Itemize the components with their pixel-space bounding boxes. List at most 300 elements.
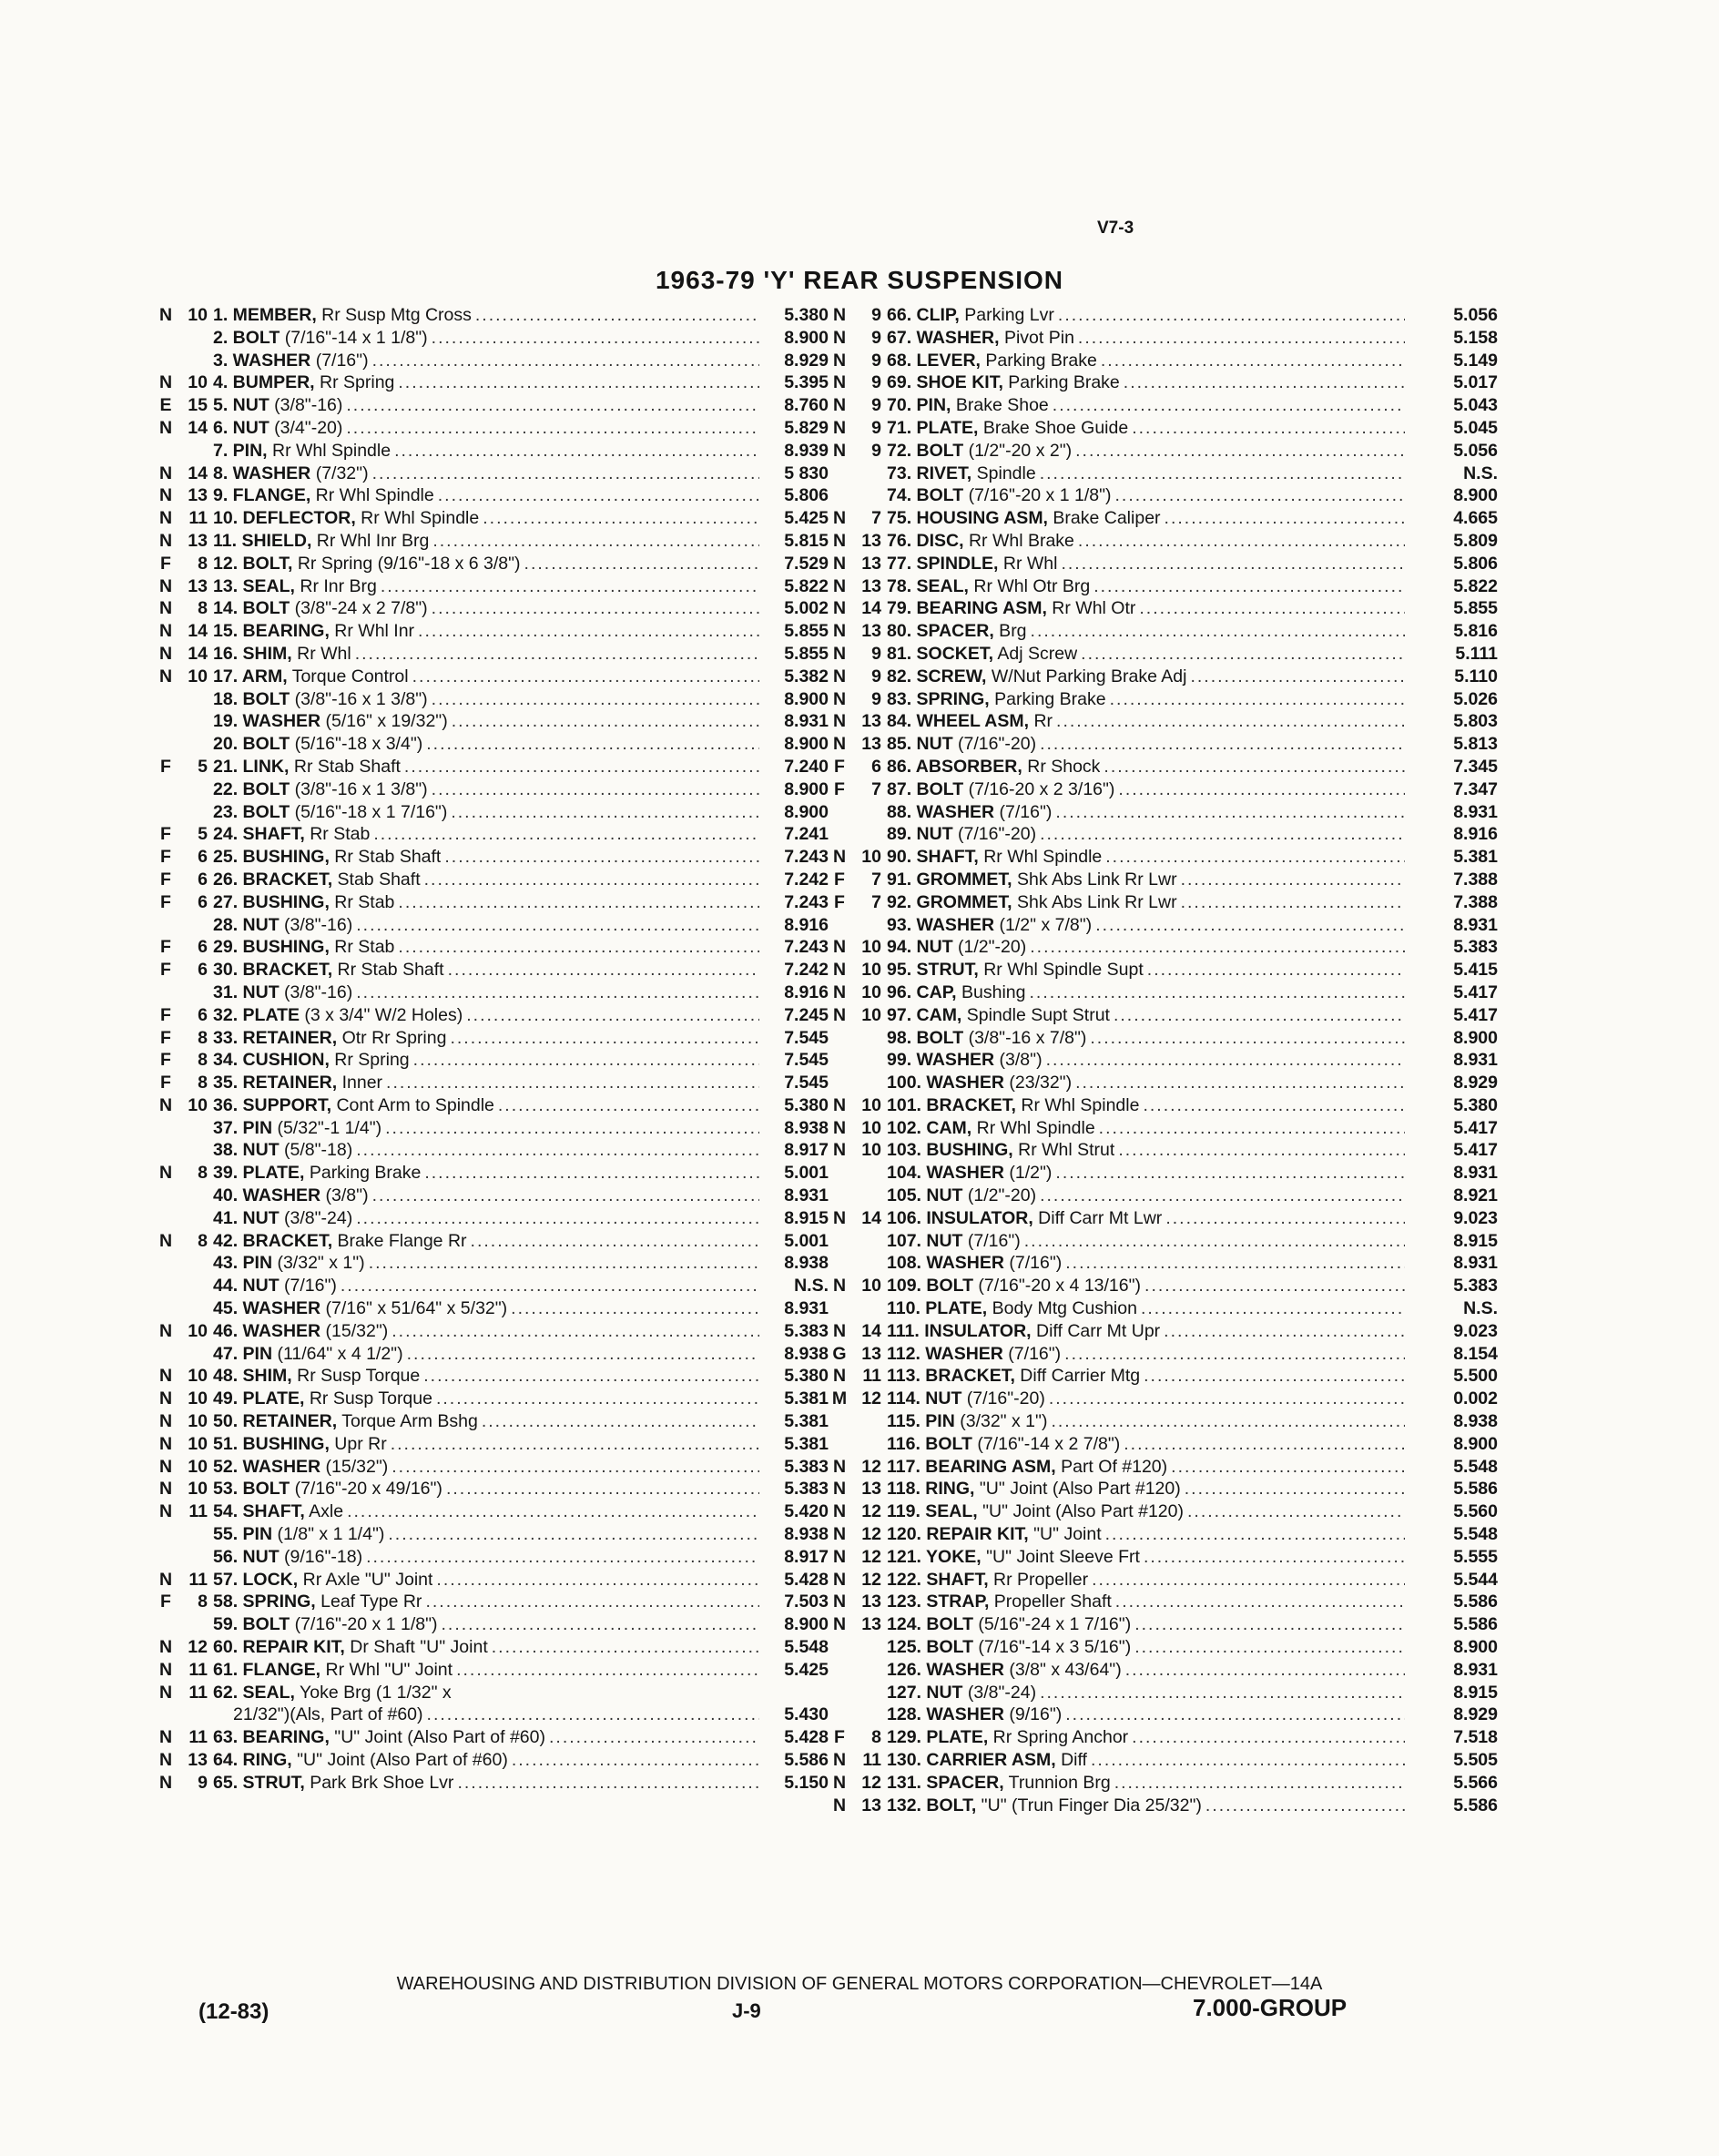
part-description [887,484,1405,507]
part-row [155,1343,829,1366]
source-code: N [832,350,847,371]
part-row [829,463,1498,485]
group-number: 13 [861,734,881,755]
part-description [213,1072,759,1094]
source-code: N [158,463,173,483]
part-row [155,1659,829,1682]
part-detail: "U" Joint (Also Part of #60) [329,1727,545,1748]
part-name: 118. RING, [887,1479,975,1500]
part-row [829,643,1498,666]
part-description [213,1591,759,1613]
leader-dots [1160,1320,1405,1343]
part-number: 8.915 [784,1207,829,1228]
part-detail-continued: 21/32")(Als, Part of #60) [233,1704,423,1725]
part-number: 5.822 [784,575,829,596]
group-number: 6 [198,891,208,912]
part-text [887,666,1186,688]
part-text [213,463,369,485]
group-number: 14 [861,1320,881,1341]
group-number: 6 [198,960,208,981]
source-code: N [832,530,847,551]
part-number: 5.829 [784,417,829,438]
part-name: 64. RING, [213,1750,292,1770]
part-text [213,1410,478,1433]
part-detail: Shk Abs Link Rr Lwr [1012,869,1177,890]
part-text [887,1049,1043,1072]
part-detail: Trunnion Brg [1003,1772,1111,1793]
part-row [155,891,829,914]
group-number: 14 [188,621,208,642]
part-name: 95. STRUT, [887,960,979,981]
part-row [829,484,1498,507]
part-detail: (7/16"-20 x 49/16") [290,1479,442,1500]
part-detail: Rr Whl Spindle [267,440,392,461]
part-name: 48. SHIM, [213,1366,292,1387]
part-text [887,1162,1052,1185]
part-detail: Rr Spring (9/16"-18 x 6 3/8") [292,553,521,574]
part-text [887,484,1112,507]
leader-dots [1110,1004,1405,1027]
part-detail: Rr [1029,711,1053,732]
part-description [887,1185,1405,1207]
part-row [829,1094,1498,1117]
group-number: 10 [188,666,208,686]
source-code: F [160,824,171,845]
part-number: 5.428 [784,1727,829,1748]
part-row [829,1456,1498,1479]
part-description [213,710,759,733]
part-detail: Spindle [971,463,1036,483]
leader-dots [1114,778,1405,801]
part-text [213,1456,388,1479]
part-description [887,688,1405,711]
part-name: 65. STRUT, [213,1772,305,1793]
part-detail: (3/8"-16) [279,981,353,1002]
part-name: 121. YOKE, [887,1546,982,1567]
leader-dots [479,507,759,530]
part-detail: Rr Spring Anchor [988,1727,1129,1748]
group-number: 13 [188,575,208,596]
group-number: 9 [871,350,881,371]
part-text [887,553,1057,575]
part-detail: (3 x 3/4" W/2 Holes) [300,1004,463,1025]
leader-dots [351,643,759,666]
part-number: 8.931 [1453,1253,1498,1274]
part-text [887,1613,1131,1636]
part-name: 94. NUT [887,937,953,958]
part-text [887,710,1053,733]
part-detail: Rr Shock [1022,756,1101,777]
leader-dots [403,1343,759,1366]
leader-dots [1072,440,1405,463]
leader-dots [1088,1569,1405,1592]
part-detail: Rr Whl Spindle Supt [978,960,1144,981]
part-row [155,1636,829,1659]
group-number: 10 [861,847,881,868]
part-text [213,1636,488,1659]
part-description [887,1433,1405,1456]
part-number: 8.900 [784,1614,829,1635]
part-name: 55. PIN [213,1524,273,1545]
source-code: N [832,981,847,1002]
leader-dots [365,1252,759,1275]
part-description [213,823,759,846]
part-name: 29. BUSHING, [213,937,330,958]
part-description [887,1388,1405,1410]
part-name: 43. PIN [213,1253,273,1274]
part-name: 92. GROMMET, [887,891,1012,912]
part-row [829,530,1498,553]
part-name: 83. SPRING, [887,688,990,709]
part-name: 131. SPACER, [887,1772,1004,1793]
part-text [213,801,447,824]
part-detail: Rr Whl Strut [1012,1140,1115,1161]
group-number: 13 [861,575,881,596]
part-number: 5.380 [1453,1094,1498,1115]
part-name: 51. BUSHING, [213,1433,330,1454]
part-row [155,371,829,394]
group-number: 14 [188,643,208,664]
part-name: 112. WASHER [887,1343,1003,1364]
part-row [155,1049,829,1072]
part-text [887,327,1074,350]
part-row [155,1388,829,1410]
part-row [829,620,1498,643]
part-detail: W/Nut Parking Brake Adj [986,666,1187,686]
part-number: 5.809 [1453,530,1498,551]
part-description [887,1117,1405,1140]
group-number: 10 [188,1388,208,1409]
part-text [887,620,1027,643]
part-row [829,1139,1498,1162]
part-number: 5.555 [1453,1546,1498,1567]
part-number: 8.900 [1453,1637,1498,1658]
part-name: 115. PIN [887,1411,955,1432]
part-text [887,688,1106,711]
part-number: 5.415 [1453,960,1498,981]
part-detail: (3/32" x 1") [272,1253,365,1274]
part-description [887,733,1405,756]
part-detail: Rr Whl Spindle [978,847,1103,868]
part-name: 44. NUT [213,1276,280,1297]
group-number: 11 [188,1727,208,1748]
part-row [829,1320,1498,1343]
part-name: 130. CARRIER ASM, [887,1750,1056,1770]
part-row [155,620,829,643]
group-number: 12 [861,1388,881,1409]
part-number: 8.916 [784,914,829,935]
part-description [213,597,759,620]
leader-dots [467,1230,759,1253]
leader-dots [1202,1795,1405,1817]
leader-dots [545,1726,759,1749]
part-row [155,530,829,553]
part-text [887,846,1102,869]
part-detail: (3/8"-16 x 1 3/8") [290,778,428,799]
leader-dots [446,1027,759,1050]
source-code: N [832,1004,847,1025]
part-description [213,440,759,463]
leader-dots [420,1365,759,1388]
group-number: 15 [188,395,208,416]
part-description [887,914,1405,937]
part-detail: (7/16"-14 x 1 1/8") [280,327,428,348]
leader-dots [401,756,759,778]
group-number: 9 [198,1772,208,1793]
part-name: 13. SEAL, [213,575,295,596]
leader-dots [441,846,759,869]
part-text [887,1795,1202,1817]
leader-dots [1062,1252,1405,1275]
part-text [213,1569,432,1592]
part-description [887,1207,1405,1230]
part-detail: Part Of #120) [1055,1456,1168,1477]
source-code: N [158,1750,173,1770]
source-code: F [834,891,845,912]
part-detail: (1/2"-20 x 2") [963,440,1073,461]
source-code: N [832,1366,847,1387]
part-name: 109. BOLT [887,1276,973,1297]
part-name: 96. CAP, [887,981,957,1002]
part-detail: Rr Stab Shaft [289,756,401,777]
part-name: 76. DISC, [887,530,964,551]
leader-dots [1074,530,1405,553]
part-name: 132. BOLT, [887,1795,977,1815]
group-number: 5 [198,824,208,845]
part-detail: (7/16") [1002,1343,1062,1364]
part-text [213,981,352,1004]
source-code: N [158,485,173,506]
part-row [829,575,1498,598]
leader-dots [1106,688,1405,711]
source-code: N [158,530,173,551]
parts-list-right [829,304,1498,1816]
source-code: N [832,1750,847,1770]
part-number: 5.417 [1453,1140,1498,1161]
part-number: 5.822 [1453,575,1498,596]
leader-dots [444,959,759,981]
part-name: 30. BRACKET, [213,960,333,981]
part-number: 8.938 [784,1117,829,1138]
leader-dots [1045,1388,1405,1410]
part-description [213,1749,759,1772]
source-code: N [832,553,847,574]
group-number: 8 [198,1027,208,1048]
part-number: 5.150 [784,1772,829,1793]
source-code: F [160,756,171,777]
part-name: 35. RETAINER, [213,1073,338,1093]
part-number: 5.383 [784,1456,829,1477]
leader-dots [1128,1726,1405,1749]
part-text [213,1343,403,1366]
part-text [213,1185,369,1207]
part-text [887,1569,1088,1592]
part-row [829,1343,1498,1366]
part-detail: (5/16"-24 x 1 7/16") [973,1614,1132,1635]
part-row [829,936,1498,959]
part-row [155,350,829,372]
part-description [213,1252,759,1275]
leader-dots [1052,1162,1405,1185]
source-code: N [158,1163,173,1184]
part-row [829,1613,1498,1636]
part-number: 5.056 [1453,440,1498,461]
leader-dots [394,936,759,959]
part-detail: Rr Stab [329,937,395,958]
source-code: N [832,1207,847,1228]
part-number: 8.900 [784,327,829,348]
part-row [155,1117,829,1140]
part-text [887,597,1135,620]
part-detail: (5/8"-18) [279,1140,353,1161]
group-number: 8 [198,1073,208,1093]
part-description [213,1162,759,1185]
leader-dots [1139,1094,1405,1117]
part-row [155,1456,829,1479]
part-detail: (9/16"-18) [279,1546,363,1567]
part-number: 5.548 [1453,1456,1498,1477]
part-name: 75. HOUSING ASM, [887,508,1048,529]
group-number: 10 [188,1411,208,1432]
part-name: 47. PIN [213,1343,273,1364]
part-text [213,1049,410,1072]
part-detail: Rr Susp Torque [291,1366,421,1387]
part-detail: Rr Whl Spindle [1015,1094,1140,1115]
part-detail: Rr Whl Inr [329,621,415,642]
part-description [887,1004,1405,1027]
part-number: 5.045 [1453,417,1498,438]
part-name: 23. BOLT [213,801,290,822]
part-row [829,1117,1498,1140]
part-text [887,1591,1112,1613]
leader-dots [1026,981,1406,1004]
group-number: 6 [871,756,881,777]
part-number: 5.813 [1453,734,1498,755]
part-text [887,1139,1114,1162]
part-text [887,756,1100,778]
part-text [887,1546,1140,1569]
part-text [887,1275,1141,1297]
part-name: 93. WASHER [887,914,995,935]
group-number: 9 [871,643,881,664]
source-code: N [158,1637,173,1658]
group-number: 14 [861,1207,881,1228]
part-detail: Rr Whl Spindle [310,485,434,506]
part-name: 86. ABSORBER, [887,756,1022,777]
part-row [829,869,1498,891]
part-name: 114. NUT [887,1388,962,1409]
part-detail: (23/32") [1003,1073,1073,1093]
part-name: 120. REPAIR KIT, [887,1524,1029,1545]
part-number: 5.428 [784,1569,829,1590]
leader-dots [1102,846,1405,869]
part-number: 8.900 [1453,485,1498,506]
part-name: 74. BOLT [887,485,964,506]
part-detail: Yoke Brg (1 1/32" x [294,1682,452,1703]
part-number: 8.938 [784,1253,829,1274]
part-name: 97. CAM, [887,1004,962,1025]
leader-dots [472,304,759,327]
part-text [213,1749,508,1772]
part-detail: (7/16") [310,350,369,371]
part-row [155,1749,829,1772]
part-row [829,823,1498,846]
group-number: 10 [861,937,881,958]
part-detail: Torque Arm Bshg [337,1411,478,1432]
part-text [887,733,1036,756]
leader-dots [1036,1185,1405,1207]
part-detail: Parking Brake [1002,372,1120,393]
part-name: 4. BUMPER, [213,372,315,393]
part-number: 5.548 [784,1637,829,1658]
source-code: N [158,305,173,325]
part-detail: Rr Stab Shaft [332,960,444,981]
part-description [213,484,759,507]
group-number: 13 [861,1592,881,1612]
part-name: 45. WASHER [213,1298,321,1319]
part-name: 49. PLATE, [213,1388,305,1409]
part-text [213,1523,384,1546]
part-row [155,597,829,620]
part-description [213,1500,759,1523]
group-number: 11 [862,1366,881,1387]
part-text [213,1772,453,1795]
part-row [155,981,829,1004]
leader-dots [1090,575,1405,598]
group-number: 10 [188,1456,208,1477]
leader-dots [1047,1410,1405,1433]
part-number: 5.544 [1453,1569,1498,1590]
part-text [887,1456,1167,1479]
part-description [213,914,759,937]
part-number: 9.023 [1453,1320,1498,1341]
part-name: 24. SHAFT, [213,824,305,845]
part-text [213,530,429,553]
part-description [213,869,759,891]
part-row [829,778,1498,801]
group-number: 8 [198,1163,208,1184]
part-text [887,1207,1162,1230]
part-description [213,1456,759,1479]
part-description [213,1139,759,1162]
part-number: 8.931 [784,1185,829,1206]
part-name: 124. BOLT [887,1614,973,1635]
source-code: N [832,688,847,709]
part-detail: (3/8") [994,1050,1043,1071]
source-code: N [158,1230,173,1251]
part-row [155,440,829,463]
part-number: 7.518 [1453,1727,1498,1748]
part-text [887,1726,1128,1749]
leader-dots [1061,1343,1405,1366]
leader-dots [342,394,759,417]
part-number: 5.586 [1453,1479,1498,1500]
part-detail: "U" Joint (Also Part #120) [974,1479,1181,1500]
source-code: N [832,327,847,348]
part-detail: (7/16"-20 x 1 1/8") [290,1614,438,1635]
part-name: 19. WASHER [213,711,321,732]
leader-dots [1181,1478,1405,1500]
source-code: N [832,598,847,619]
part-number: 7.503 [784,1592,829,1612]
part-row [155,327,829,350]
part-detail: (9/16") [1003,1704,1063,1725]
leader-dots [352,981,759,1004]
part-number: 5.381 [784,1388,829,1409]
part-text [213,688,428,711]
leader-dots [428,688,759,711]
part-detail: Propeller Shaft [989,1592,1112,1612]
